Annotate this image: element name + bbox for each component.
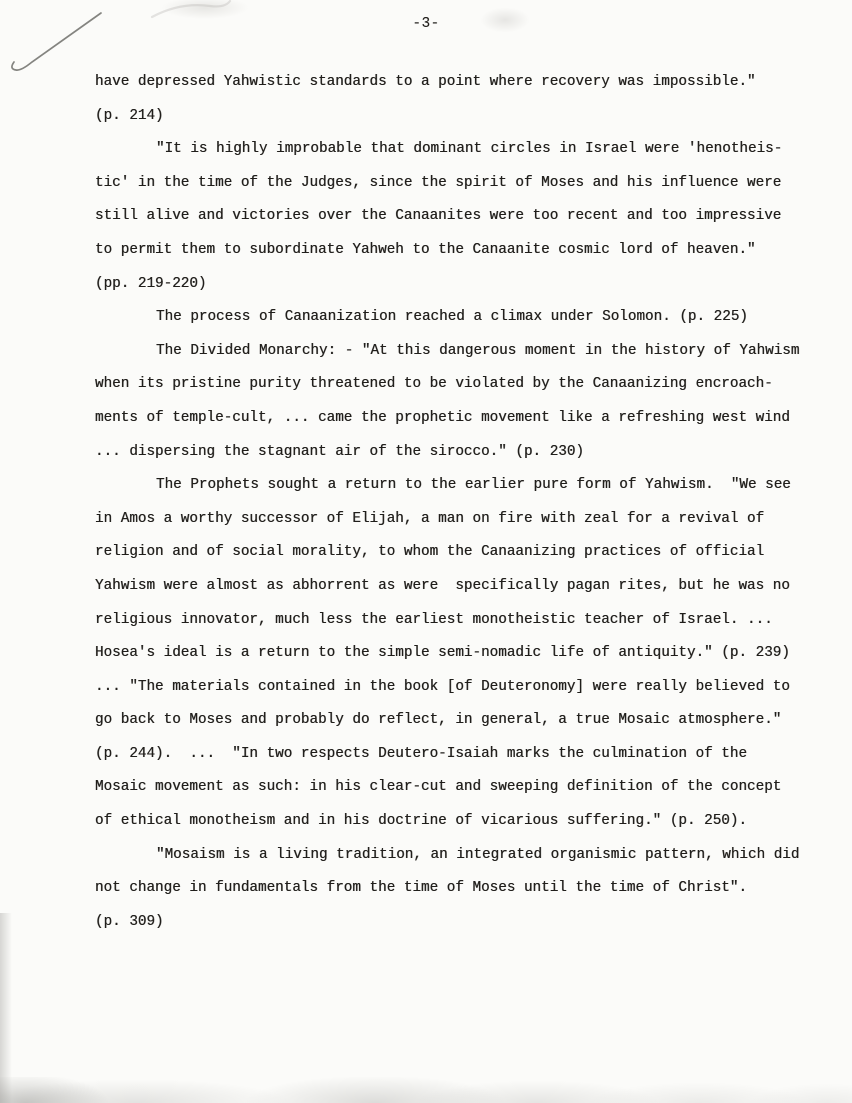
text-line: when its pristine purity threatened to be violated by the Canaanizing encroach- — [95, 376, 773, 393]
text-line: The process of Canaanization reached a climax under Solomon. (p. 225) — [156, 309, 748, 326]
text-line: (pp. 219-220) — [95, 275, 207, 292]
text-line: "It is highly improbable that dominant circles in Israel were 'henotheis- — [156, 141, 783, 158]
page-number: -3- — [412, 16, 440, 32]
text-line: The Divided Monarchy: - "At this dangerous moment in the history of Yahwism — [156, 342, 800, 359]
text-line: (p. 244). ... "In two respects Deutero-Isaiah marks the culmination of the — [95, 745, 748, 762]
scan-smudge-left-edge — [0, 913, 12, 1103]
text-line: to permit them to subordinate Yahweh to the Canaanite cosmic lord of heaven." — [95, 241, 756, 258]
text-line: of ethical monotheism and in his doctrine of vicarious suffering." (p. 250). — [95, 813, 748, 830]
text-line: religion and of social morality, to whom the Canaanizing practices of official — [95, 544, 765, 561]
text-line: Hosea's ideal is a return to the simple semi-nomadic life of antiquity." (p. 239) — [95, 645, 790, 662]
text-line: tic' in the time of the Judges, since the spirit of Moses and his influence were — [95, 174, 782, 191]
text-line: The Prophets sought a return to the earlier pure form of Yahwism. "We see — [156, 477, 791, 494]
text-line: in Amos a worthy successor of Elijah, a man on fire with zeal for a revival of — [95, 510, 765, 527]
text-line: Mosaic movement as such: in his clear-cut and sweeping definition of the concept — [95, 779, 782, 796]
text-line: (p. 214) — [95, 107, 164, 124]
text-line: ... "The materials contained in the book [of Deuteronomy] were really believed to — [95, 678, 790, 695]
text-line: religious innovator, much less the earliest monotheistic teacher of Israel. ... — [95, 611, 773, 628]
text-line: have depressed Yahwistic standards to a point where recovery was impossible." — [95, 74, 756, 90]
text-line: "Mosaism is a living tradition, an integrated organismic pattern, which did — [156, 846, 800, 863]
text-line: ... dispersing the stagnant air of the sirocco." (p. 230) — [95, 443, 585, 460]
text-line: (p. 309) — [95, 913, 164, 930]
text-line: not change in fundamentals from the time of Moses until the time of Christ". — [95, 880, 748, 897]
scan-smudge-bottom — [0, 1077, 852, 1103]
text-line: Yahwism were almost as abhorrent as were specifically pagan rites, but he was no — [95, 577, 790, 594]
text-line: go back to Moses and probably do reflect, in general, a true Mosaic atmosphere." — [95, 712, 782, 729]
text-line: still alive and victories over the Canaanites were too recent and too impressive — [95, 208, 782, 225]
text-line: ments of temple-cult, ... came the prophetic movement like a refreshing west wind — [95, 409, 790, 426]
document-body — [95, 66, 799, 939]
